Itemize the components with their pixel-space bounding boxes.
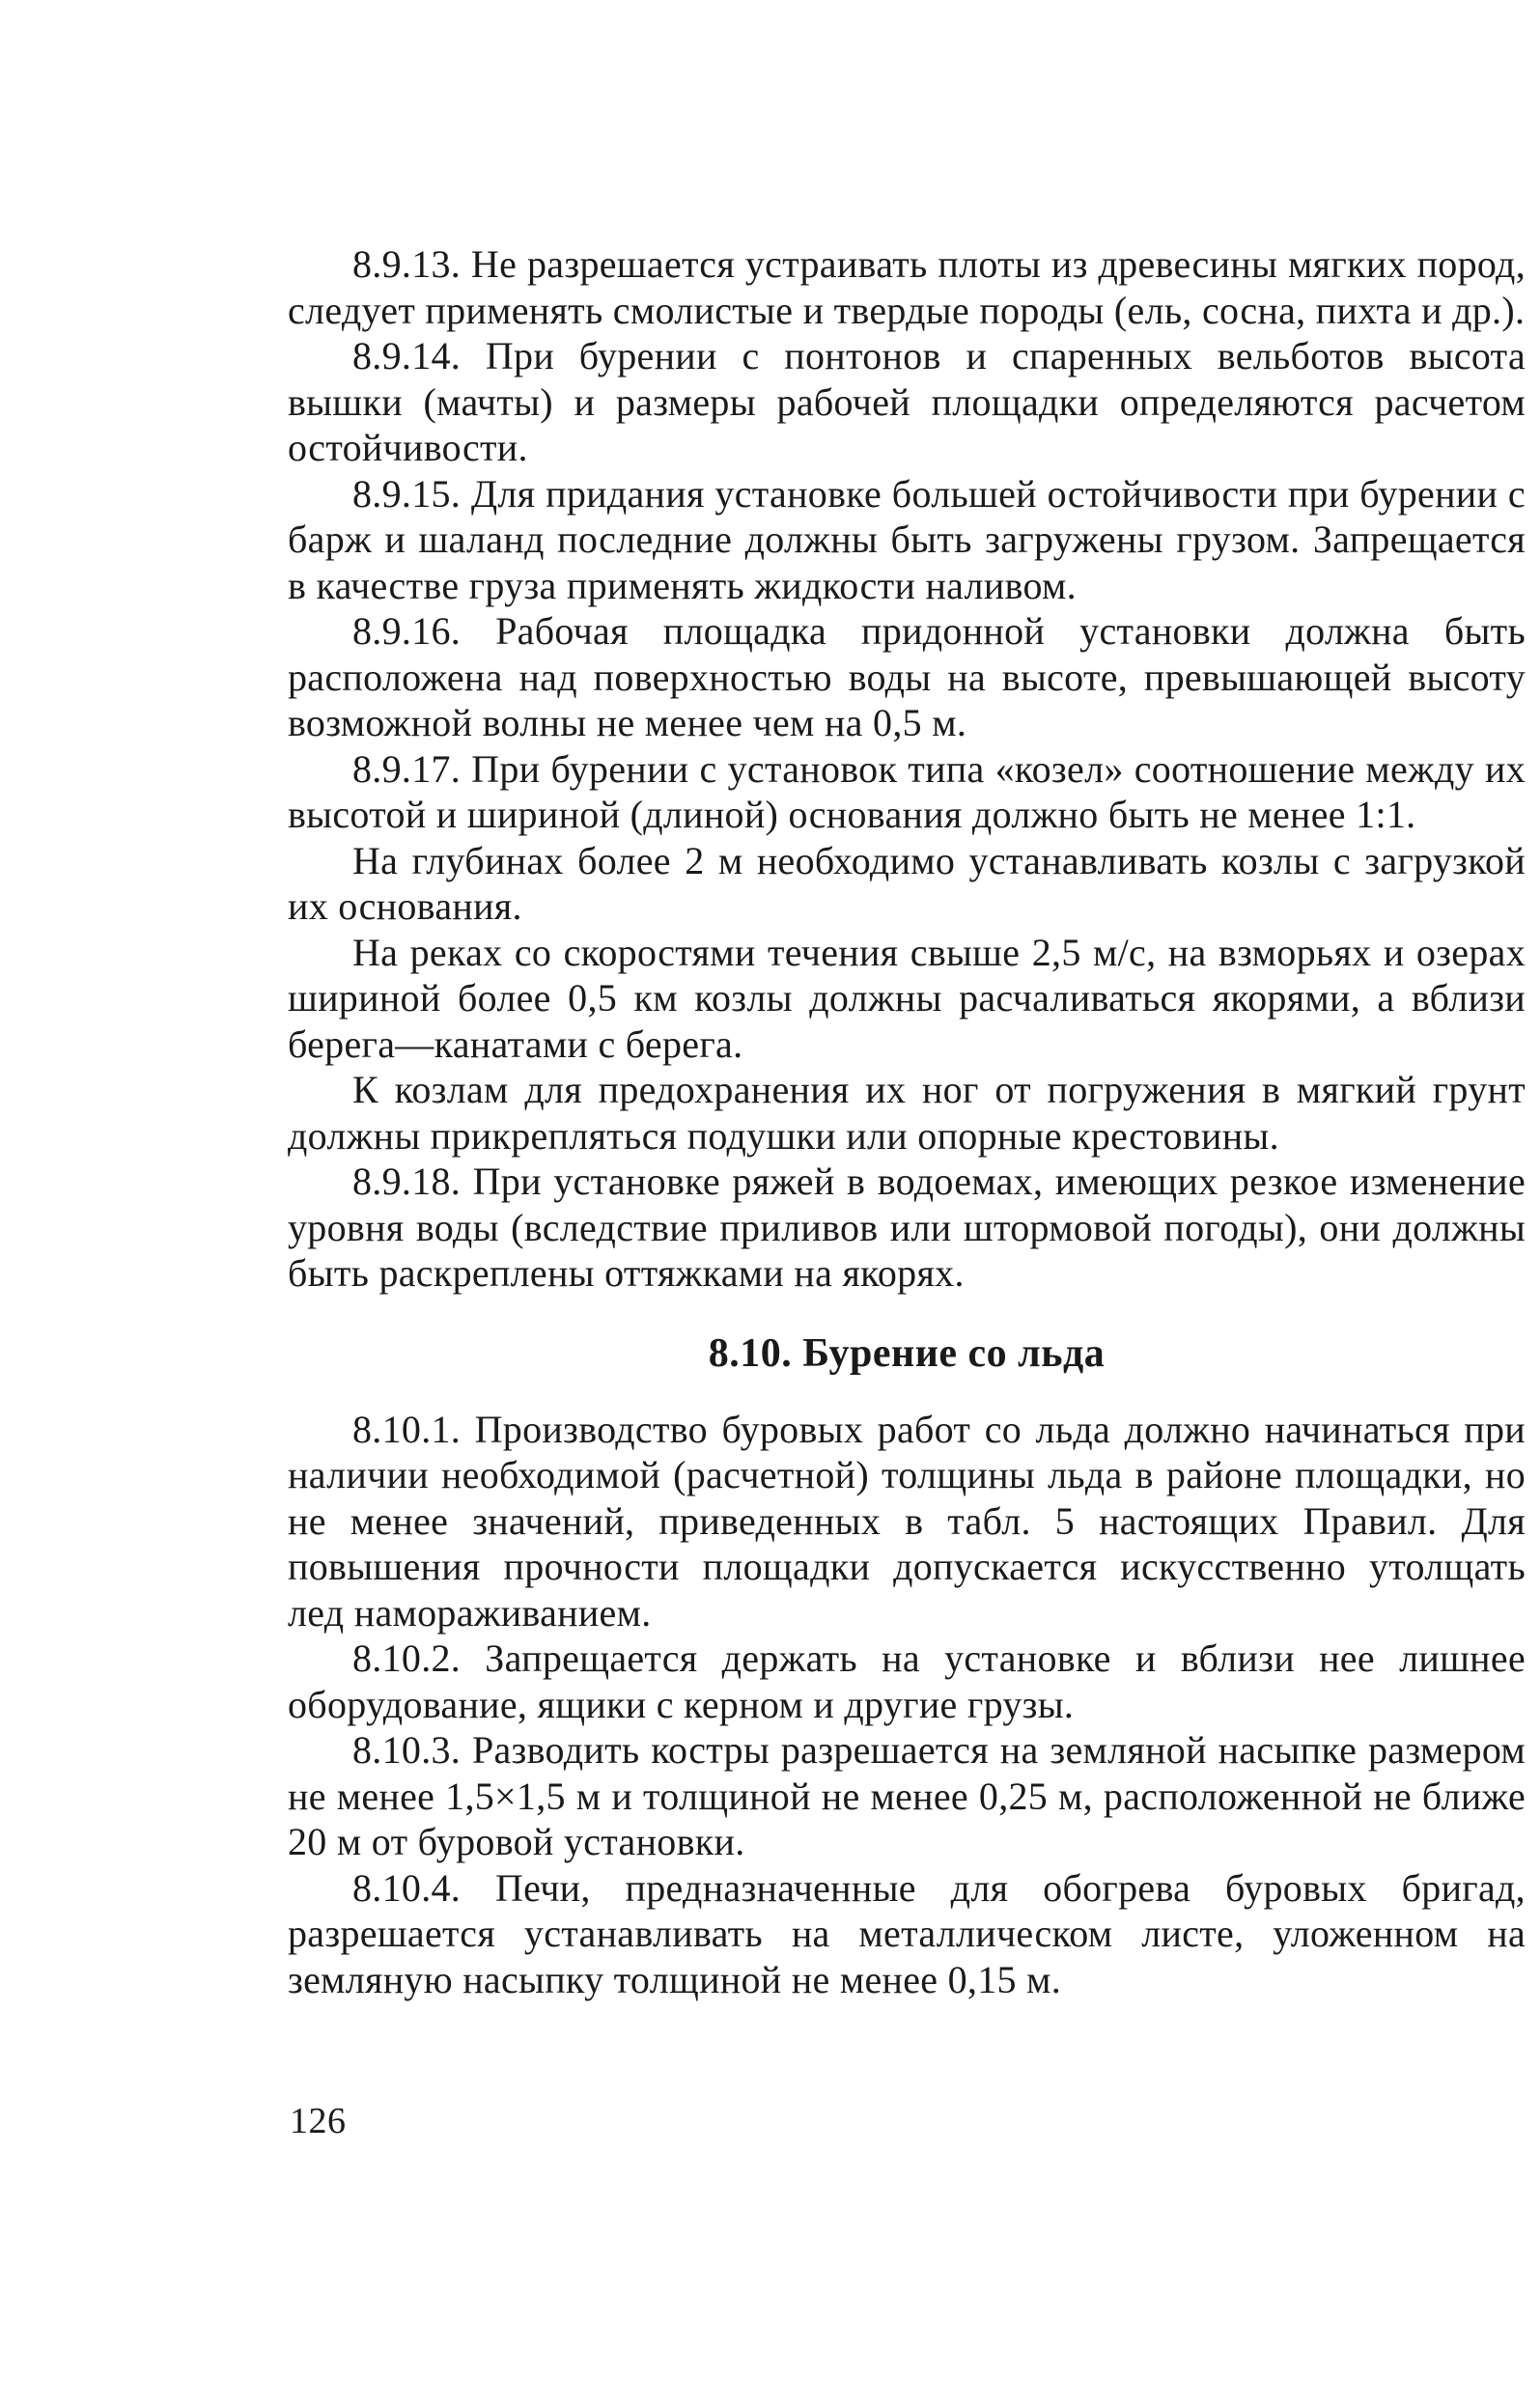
paragraph-depth-trestles: На глубинах более 2 м необходимо устанавливать козлы с загрузкой их основания. — [288, 838, 1526, 928]
paragraph-8-9-16: 8.9.16. Рабочая площадка придонной установки должна быть расположена над поверхностью воды на высоте, превышающей высоту возможной волны не менее чем на 0,5 м. — [288, 609, 1526, 744]
section-heading: 8.10. Бурение со льда — [708, 1330, 1106, 1376]
paragraph-8-9-17: 8.9.17. При бурении с установок типа «козел» соотношение между их высотой и шириной (длиной) основания должно быть не менее 1:1. — [288, 746, 1526, 836]
paragraph-8-9-15: 8.9.15. Для придания установке большей остойчивости при бурении с барж и шаланд последние должны быть загружены грузом. Запрещается в качестве груза применять жидкости наливом. — [288, 471, 1526, 607]
page-number: 126 — [290, 2101, 347, 2141]
paragraph-8-9-14: 8.9.14. При бурении с понтонов и спаренных вельботов высота вышки (мачты) и размеры рабочей площадки определяются расчетом остойчивости. — [288, 334, 1526, 469]
paragraph-trestle-pads: К козлам для предохранения их ног от погружения в мягкий грунт должны прикрепляться подушки или опорные крестовины. — [288, 1068, 1526, 1158]
paragraph-8-10-2: 8.10.2. Запрещается держать на установке и вблизи нее лишнее оборудование, ящики с керном и другие грузы. — [288, 1636, 1526, 1726]
paragraph-8-9-13: 8.9.13. Не разрешается устраивать плоты из древесины мягких пород, следует применять смолистые и твердые породы (ель, сосна, пихта и др.). — [288, 242, 1526, 332]
paragraph-8-10-1: 8.10.1. Производство буровых работ со льда должно начинаться при наличии необходимой (расчетной) толщины льда в районе площадки, но не менее значений, приведенных в табл. 5 настоящих Правил. Для повышения прочности площадки допускается искусственно утолщать лед намораживанием. — [288, 1407, 1526, 1635]
paragraph-8-10-3: 8.10.3. Разводить костры разрешается на земляной насыпке размером не менее 1,5×1,5 м и толщиной не менее 0,25 м, расположенной не ближе 20 м от буровой установки. — [288, 1728, 1526, 1863]
paragraph-8-10-4: 8.10.4. Печи, предназначенные для обогрева буровых бригад, разрешается устанавливать на металлическом листе, уложенном на земляную насыпку толщиной не менее 0,15 м. — [288, 1865, 1526, 2001]
paragraph-8-9-18: 8.9.18. При установке ряжей в водоемах, имеющих резкое изменение уровня воды (вследствие приливов или штормовой погоды), они должны быть раскреплены оттяжками на якорях. — [288, 1160, 1526, 1295]
paragraph-river-anchoring: На реках со скоростями течения свыше 2,5 м/с, на взморьях и озерах шириной более 0,5 км козлы должны расчаливаться якорями, а вблизи берега—канатами с берега. — [288, 930, 1526, 1066]
page-body — [288, 241, 1526, 2002]
